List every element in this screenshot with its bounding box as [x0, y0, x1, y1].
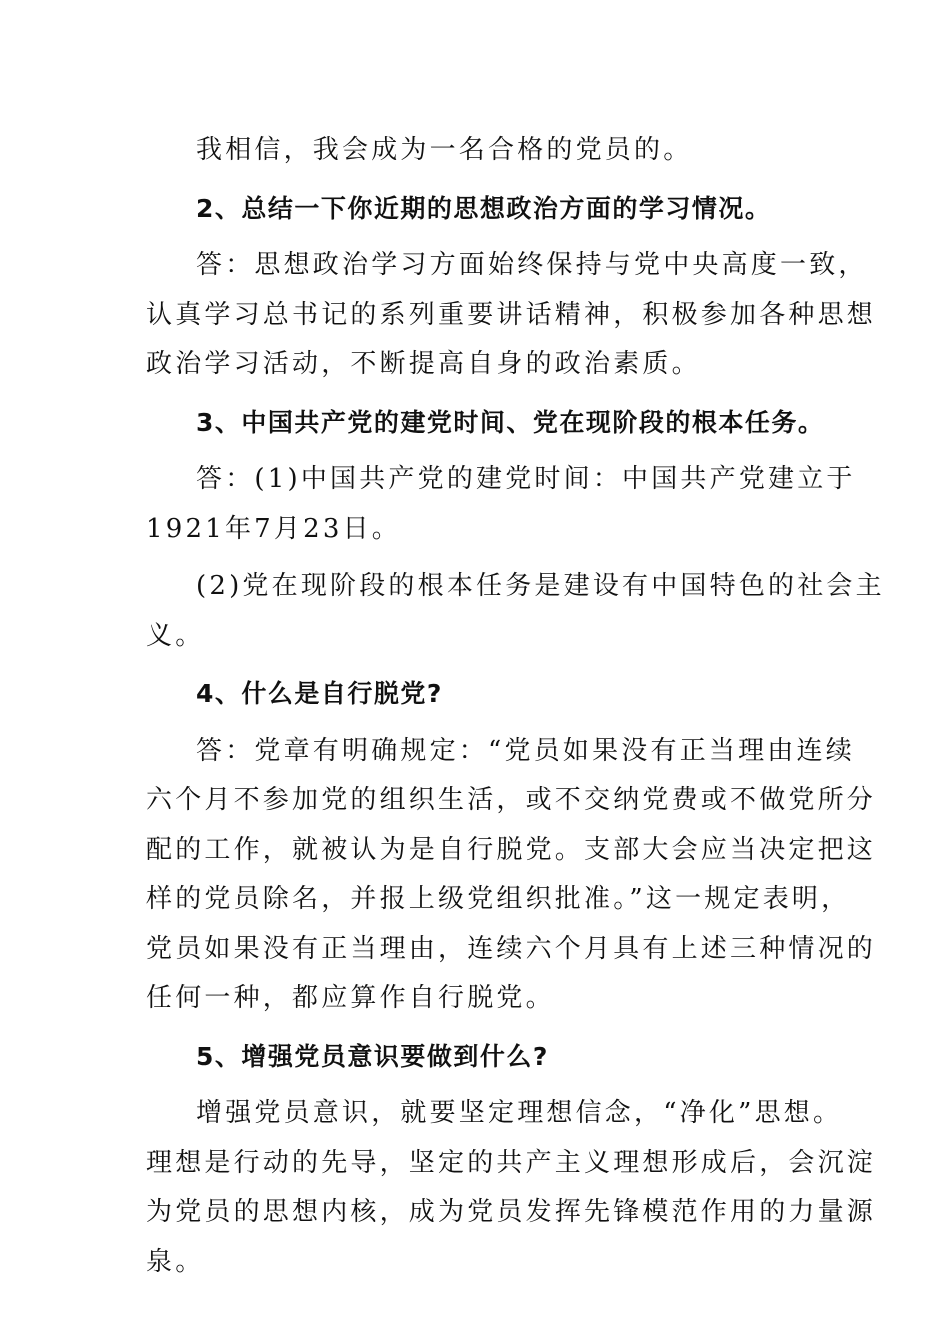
q3-answer-line: 义。 — [146, 620, 205, 651]
q5-answer-line: 增强党员意识，就要坚定理想信念，“净化”思想。 — [196, 1098, 843, 1128]
q4-answer-line: 六个月不参加党的组织生活，或不交纳党费或不做党所分 — [146, 785, 877, 815]
q3-answer-line: 答：(1)中国共产党的建党时间：中国共产党建立于 — [196, 464, 856, 494]
q5-heading: 5、增强党员意识要做到什么? — [196, 1041, 549, 1071]
q2-answer-line: 认真学习总书记的系列重要讲话精神，积极参加各种思想 — [146, 299, 877, 330]
q4-answer-line: 配的工作，就被认为是自行脱党。支部大会应当决定把这 — [146, 834, 877, 865]
q4-heading: 4、什么是自行脱党? — [196, 679, 443, 708]
q4-answer-line: 答：党章有明确规定：“党员如果没有正当理由连续 — [196, 735, 855, 766]
document-page — [146, 126, 885, 1287]
q5-answer-line: 为党员的思想内核，成为党员发挥先锋模范作用的力量源 — [146, 1197, 877, 1227]
q5-answer-line: 理想是行动的先导，坚定的共产主义理想形成后，会沉淀 — [146, 1147, 877, 1178]
q4-answer-line: 样的党员除名，并报上级党组织批准。”这一规定表明， — [146, 884, 851, 914]
q2-answer-line: 政治学习活动，不断提高自身的政治素质。 — [146, 349, 701, 379]
q3-answer-line: (2)党在现阶段的根本任务是建设有中国特色的社会主 — [196, 571, 885, 601]
q2-heading: 2、总结一下你近期的思想政治方面的学习情况。 — [196, 193, 772, 223]
q5-answer-line: 泉。 — [146, 1246, 205, 1277]
intro-line: 我相信，我会成为一名合格的党员的。 — [196, 135, 693, 165]
q3-heading: 3、中国共产党的建党时间、党在现阶段的根本任务。 — [196, 407, 825, 437]
q2-answer-line: 答：思想政治学习方面始终保持与党中央高度一致， — [196, 250, 868, 280]
q4-answer-line: 任何一种，都应算作自行脱党。 — [146, 983, 555, 1013]
q4-answer-line: 党员如果没有正当理由，连续六个月具有上述三种情况的 — [146, 933, 877, 964]
q3-answer-line: 1921年7月23日。 — [146, 513, 401, 544]
